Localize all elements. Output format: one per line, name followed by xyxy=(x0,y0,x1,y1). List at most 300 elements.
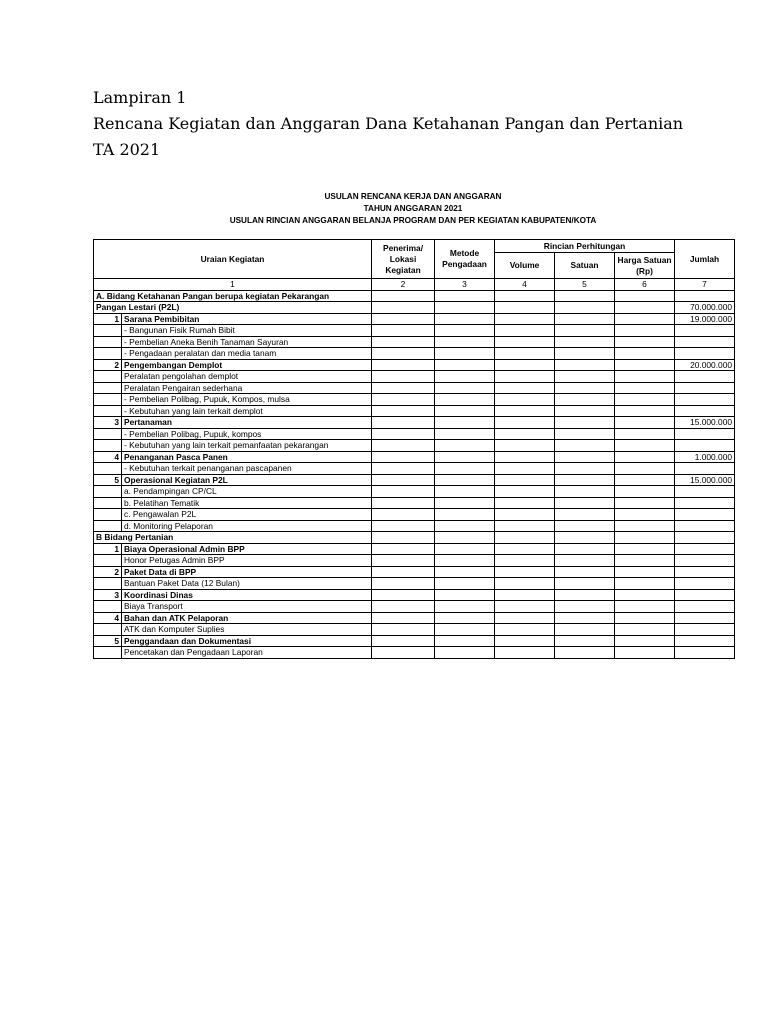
header-metode: Metode Pengadaan xyxy=(435,240,495,279)
row-number xyxy=(94,486,122,498)
row-uraian: - Pembelian Aneka Benih Tanaman Sayuran xyxy=(122,336,372,348)
row-satuan-cell[interactable] xyxy=(555,474,615,486)
row-jumlah xyxy=(675,497,735,509)
row-jumlah xyxy=(675,624,735,636)
row-volume-cell[interactable] xyxy=(495,405,555,417)
row-number: 3 xyxy=(94,417,122,429)
row-number xyxy=(94,394,122,406)
row-uraian: Koordinasi Dinas xyxy=(122,589,372,601)
row-metode-cell[interactable] xyxy=(435,509,495,521)
row-jumlah xyxy=(675,555,735,567)
row-penerima-cell[interactable] xyxy=(372,382,435,394)
row-uraian: Pangan Lestari (P2L) xyxy=(94,302,372,314)
row-uraian: d. Monitoring Pelaporan xyxy=(122,520,372,532)
row-jumlah: 20.000.000 xyxy=(675,359,735,371)
row-harga-cell[interactable] xyxy=(615,440,675,452)
row-harga-cell[interactable] xyxy=(615,290,675,302)
table-row xyxy=(94,543,735,555)
table-row xyxy=(94,589,735,601)
row-harga-cell[interactable] xyxy=(615,624,675,636)
row-jumlah xyxy=(675,635,735,647)
row-metode-cell[interactable] xyxy=(435,348,495,360)
row-volume-cell[interactable] xyxy=(495,578,555,590)
row-uraian: B Bidang Pertanian xyxy=(94,532,372,544)
row-harga-cell[interactable] xyxy=(615,635,675,647)
row-uraian: - Pembelian Polibag, Pupuk, kompos xyxy=(122,428,372,440)
row-penerima-cell[interactable] xyxy=(372,451,435,463)
row-metode-cell[interactable] xyxy=(435,486,495,498)
row-metode-cell[interactable] xyxy=(435,578,495,590)
row-number: 1 xyxy=(94,543,122,555)
subheading-line-2: TAHUN ANGGARAN 2021 xyxy=(363,204,463,213)
row-number xyxy=(94,336,122,348)
row-volume-cell[interactable] xyxy=(495,566,555,578)
row-volume-cell[interactable] xyxy=(495,474,555,486)
row-number: 4 xyxy=(94,612,122,624)
row-volume-cell[interactable] xyxy=(495,302,555,314)
row-penerima-cell[interactable] xyxy=(372,555,435,567)
row-satuan-cell[interactable] xyxy=(555,290,615,302)
table-row xyxy=(94,451,735,463)
row-harga-cell[interactable] xyxy=(615,348,675,360)
row-jumlah xyxy=(675,348,735,360)
row-harga-cell[interactable] xyxy=(615,486,675,498)
row-satuan-cell[interactable] xyxy=(555,382,615,394)
table-row xyxy=(94,417,735,429)
row-harga-cell[interactable] xyxy=(615,601,675,613)
row-satuan-cell[interactable] xyxy=(555,497,615,509)
row-volume-cell[interactable] xyxy=(495,520,555,532)
row-uraian: Bahan dan ATK Pelaporan xyxy=(122,612,372,624)
row-volume-cell[interactable] xyxy=(495,624,555,636)
row-penerima-cell[interactable] xyxy=(372,394,435,406)
header-uraian: Uraian Kegiatan xyxy=(94,240,372,279)
row-metode-cell[interactable] xyxy=(435,313,495,325)
row-jumlah xyxy=(675,601,735,613)
row-satuan-cell[interactable] xyxy=(555,405,615,417)
row-harga-cell[interactable] xyxy=(615,313,675,325)
col-number: 5 xyxy=(555,279,615,291)
row-volume-cell[interactable] xyxy=(495,589,555,601)
row-penerima-cell[interactable] xyxy=(372,635,435,647)
row-satuan-cell[interactable] xyxy=(555,451,615,463)
row-number xyxy=(94,601,122,613)
row-volume-cell[interactable] xyxy=(495,555,555,567)
row-uraian: Operasional Kegiatan P2L xyxy=(122,474,372,486)
table-row xyxy=(94,486,735,498)
row-harga-cell[interactable] xyxy=(615,302,675,314)
row-jumlah: 1.000.000 xyxy=(675,451,735,463)
row-jumlah xyxy=(675,509,735,521)
table-row xyxy=(94,520,735,532)
row-satuan-cell[interactable] xyxy=(555,417,615,429)
row-volume-cell[interactable] xyxy=(495,647,555,659)
row-metode-cell[interactable] xyxy=(435,382,495,394)
row-jumlah xyxy=(675,428,735,440)
row-uraian: Penggandaan dan Dokumentasi xyxy=(122,635,372,647)
row-jumlah xyxy=(675,532,735,544)
row-penerima-cell[interactable] xyxy=(372,486,435,498)
row-volume-cell[interactable] xyxy=(495,532,555,544)
table-row xyxy=(94,474,735,486)
row-metode-cell[interactable] xyxy=(435,624,495,636)
row-volume-cell[interactable] xyxy=(495,382,555,394)
row-number xyxy=(94,440,122,452)
table-row xyxy=(94,566,735,578)
heading-line-2: Rencana Kegiatan dan Anggaran Dana Ketahanan Pangan dan Pertanian xyxy=(93,114,684,133)
row-uraian: c. Pengawalan P2L xyxy=(122,509,372,521)
row-volume-cell[interactable] xyxy=(495,451,555,463)
heading-line-1: Lampiran 1 xyxy=(93,88,187,107)
row-satuan-cell[interactable] xyxy=(555,566,615,578)
row-uraian: Honor Petugas Admin BPP xyxy=(122,555,372,567)
row-satuan-cell[interactable] xyxy=(555,302,615,314)
row-metode-cell[interactable] xyxy=(435,440,495,452)
row-jumlah xyxy=(675,325,735,337)
row-satuan-cell[interactable] xyxy=(555,325,615,337)
table-row xyxy=(94,578,735,590)
row-jumlah xyxy=(675,394,735,406)
row-uraian: Pencetakan dan Pengadaan Laporan xyxy=(122,647,372,659)
table-row xyxy=(94,290,735,302)
table-row xyxy=(94,647,735,659)
row-harga-cell[interactable] xyxy=(615,578,675,590)
row-harga-cell[interactable] xyxy=(615,543,675,555)
row-uraian: Paket Data di BPP xyxy=(122,566,372,578)
row-harga-cell[interactable] xyxy=(615,520,675,532)
row-number xyxy=(94,325,122,337)
row-satuan-cell[interactable] xyxy=(555,624,615,636)
row-penerima-cell[interactable] xyxy=(372,336,435,348)
row-uraian: A. Bidang Ketahanan Pangan berupa kegiatan Pekarangan xyxy=(94,290,372,302)
table-row xyxy=(94,612,735,624)
row-metode-cell[interactable] xyxy=(435,428,495,440)
row-number xyxy=(94,405,122,417)
row-volume-cell[interactable] xyxy=(495,463,555,475)
table-row xyxy=(94,382,735,394)
row-metode-cell[interactable] xyxy=(435,589,495,601)
row-penerima-cell[interactable] xyxy=(372,463,435,475)
row-metode-cell[interactable] xyxy=(435,647,495,659)
row-volume-cell[interactable] xyxy=(495,348,555,360)
row-volume-cell[interactable] xyxy=(495,290,555,302)
heading-line-3: TA 2021 xyxy=(93,140,161,159)
row-number xyxy=(94,348,122,360)
row-penerima-cell[interactable] xyxy=(372,290,435,302)
row-number xyxy=(94,382,122,394)
col-number: 3 xyxy=(435,279,495,291)
row-uraian: - Pembelian Polibag, Pupuk, Kompos, mulsa xyxy=(122,394,372,406)
row-metode-cell[interactable] xyxy=(435,635,495,647)
row-harga-cell[interactable] xyxy=(615,647,675,659)
table-row xyxy=(94,405,735,417)
row-jumlah xyxy=(675,578,735,590)
row-satuan-cell[interactable] xyxy=(555,543,615,555)
row-satuan-cell[interactable] xyxy=(555,359,615,371)
row-penerima-cell[interactable] xyxy=(372,348,435,360)
table-row xyxy=(94,428,735,440)
row-satuan-cell[interactable] xyxy=(555,313,615,325)
header-harga: Harga Satuan (Rp) xyxy=(615,253,675,279)
row-harga-cell[interactable] xyxy=(615,474,675,486)
row-uraian: - Kebutuhan yang lain terkait demplot xyxy=(122,405,372,417)
row-number: 4 xyxy=(94,451,122,463)
row-volume-cell[interactable] xyxy=(495,612,555,624)
row-penerima-cell[interactable] xyxy=(372,405,435,417)
row-penerima-cell[interactable] xyxy=(372,474,435,486)
row-number xyxy=(94,428,122,440)
row-metode-cell[interactable] xyxy=(435,405,495,417)
subheading-line-1: USULAN RENCANA KERJA DAN ANGGARAN xyxy=(324,192,502,201)
row-metode-cell[interactable] xyxy=(435,463,495,475)
row-harga-cell[interactable] xyxy=(615,463,675,475)
row-jumlah: 19.000.000 xyxy=(675,313,735,325)
row-volume-cell[interactable] xyxy=(495,486,555,498)
row-penerima-cell[interactable] xyxy=(372,313,435,325)
row-volume-cell[interactable] xyxy=(495,497,555,509)
table-row xyxy=(94,325,735,337)
row-metode-cell[interactable] xyxy=(435,394,495,406)
row-harga-cell[interactable] xyxy=(615,566,675,578)
row-harga-cell[interactable] xyxy=(615,451,675,463)
row-penerima-cell[interactable] xyxy=(372,371,435,383)
row-metode-cell[interactable] xyxy=(435,417,495,429)
row-uraian: Biaya Operasional Admin BPP xyxy=(122,543,372,555)
row-uraian: - Pengadaan peralatan dan media tanam xyxy=(122,348,372,360)
row-jumlah xyxy=(675,520,735,532)
row-number: 2 xyxy=(94,359,122,371)
col-number: 4 xyxy=(495,279,555,291)
row-number xyxy=(94,647,122,659)
row-harga-cell[interactable] xyxy=(615,555,675,567)
row-metode-cell[interactable] xyxy=(435,612,495,624)
row-volume-cell[interactable] xyxy=(495,359,555,371)
row-satuan-cell[interactable] xyxy=(555,371,615,383)
row-penerima-cell[interactable] xyxy=(372,624,435,636)
row-penerima-cell[interactable] xyxy=(372,497,435,509)
row-jumlah xyxy=(675,405,735,417)
row-jumlah xyxy=(675,486,735,498)
row-volume-cell[interactable] xyxy=(495,635,555,647)
row-penerima-cell[interactable] xyxy=(372,532,435,544)
row-number xyxy=(94,509,122,521)
row-satuan-cell[interactable] xyxy=(555,509,615,521)
table-row xyxy=(94,371,735,383)
row-volume-cell[interactable] xyxy=(495,509,555,521)
table-row xyxy=(94,348,735,360)
row-penerima-cell[interactable] xyxy=(372,440,435,452)
row-penerima-cell[interactable] xyxy=(372,417,435,429)
row-uraian: Peralatan Pengairan sederhana xyxy=(122,382,372,394)
header-satuan: Satuan xyxy=(555,253,615,279)
table-row xyxy=(94,624,735,636)
row-number: 2 xyxy=(94,566,122,578)
row-uraian: Biaya Transport xyxy=(122,601,372,613)
row-metode-cell[interactable] xyxy=(435,555,495,567)
row-volume-cell[interactable] xyxy=(495,543,555,555)
row-metode-cell[interactable] xyxy=(435,601,495,613)
row-jumlah xyxy=(675,463,735,475)
row-metode-cell[interactable] xyxy=(435,359,495,371)
row-uraian: - Bangunan Fisik Rumah Bibit xyxy=(122,325,372,337)
row-jumlah xyxy=(675,290,735,302)
row-volume-cell[interactable] xyxy=(495,394,555,406)
header-penerima: Penerima/ Lokasi Kegiatan xyxy=(372,240,435,279)
row-jumlah xyxy=(675,566,735,578)
row-satuan-cell[interactable] xyxy=(555,555,615,567)
row-number xyxy=(94,497,122,509)
row-satuan-cell[interactable] xyxy=(555,486,615,498)
row-satuan-cell[interactable] xyxy=(555,520,615,532)
row-metode-cell[interactable] xyxy=(435,290,495,302)
row-jumlah xyxy=(675,589,735,601)
row-volume-cell[interactable] xyxy=(495,601,555,613)
row-number: 5 xyxy=(94,474,122,486)
row-penerima-cell[interactable] xyxy=(372,359,435,371)
row-uraian: Penanganan Pasca Panen xyxy=(122,451,372,463)
row-harga-cell[interactable] xyxy=(615,394,675,406)
row-metode-cell[interactable] xyxy=(435,532,495,544)
row-penerima-cell[interactable] xyxy=(372,543,435,555)
row-jumlah xyxy=(675,371,735,383)
row-jumlah: 15.000.000 xyxy=(675,417,735,429)
row-number xyxy=(94,520,122,532)
table-row xyxy=(94,313,735,325)
row-jumlah: 15.000.000 xyxy=(675,474,735,486)
row-harga-cell[interactable] xyxy=(615,612,675,624)
table-row xyxy=(94,359,735,371)
row-harga-cell[interactable] xyxy=(615,497,675,509)
row-penerima-cell[interactable] xyxy=(372,566,435,578)
row-harga-cell[interactable] xyxy=(615,336,675,348)
table-row xyxy=(94,336,735,348)
column-number-row xyxy=(94,279,735,291)
row-satuan-cell[interactable] xyxy=(555,635,615,647)
table-row xyxy=(94,394,735,406)
row-satuan-cell[interactable] xyxy=(555,428,615,440)
row-uraian: Peralatan pengolahan demplot xyxy=(122,371,372,383)
col-number: 6 xyxy=(615,279,675,291)
row-satuan-cell[interactable] xyxy=(555,612,615,624)
row-jumlah xyxy=(675,647,735,659)
header-volume: Volume xyxy=(495,253,555,279)
row-volume-cell[interactable] xyxy=(495,336,555,348)
row-jumlah xyxy=(675,440,735,452)
row-penerima-cell[interactable] xyxy=(372,302,435,314)
row-satuan-cell[interactable] xyxy=(555,463,615,475)
row-harga-cell[interactable] xyxy=(615,359,675,371)
row-satuan-cell[interactable] xyxy=(555,336,615,348)
row-volume-cell[interactable] xyxy=(495,440,555,452)
header-rincian: Rincian Perhitungan xyxy=(495,240,675,253)
row-satuan-cell[interactable] xyxy=(555,440,615,452)
table-row xyxy=(94,440,735,452)
row-volume-cell[interactable] xyxy=(495,371,555,383)
row-jumlah xyxy=(675,382,735,394)
row-metode-cell[interactable] xyxy=(435,336,495,348)
row-harga-cell[interactable] xyxy=(615,325,675,337)
row-harga-cell[interactable] xyxy=(615,509,675,521)
row-metode-cell[interactable] xyxy=(435,302,495,314)
row-satuan-cell[interactable] xyxy=(555,647,615,659)
row-harga-cell[interactable] xyxy=(615,405,675,417)
row-number xyxy=(94,578,122,590)
table-body xyxy=(94,290,735,658)
col-number: 2 xyxy=(372,279,435,291)
row-metode-cell[interactable] xyxy=(435,543,495,555)
row-volume-cell[interactable] xyxy=(495,313,555,325)
table-row xyxy=(94,635,735,647)
row-uraian: a. Pendampingan CP/CL xyxy=(122,486,372,498)
row-satuan-cell[interactable] xyxy=(555,601,615,613)
row-volume-cell[interactable] xyxy=(495,417,555,429)
row-penerima-cell[interactable] xyxy=(372,578,435,590)
budget-table xyxy=(93,239,735,659)
table-row xyxy=(94,302,735,314)
row-penerima-cell[interactable] xyxy=(372,647,435,659)
row-satuan-cell[interactable] xyxy=(555,532,615,544)
row-number: 1 xyxy=(94,313,122,325)
row-metode-cell[interactable] xyxy=(435,520,495,532)
row-jumlah xyxy=(675,336,735,348)
row-metode-cell[interactable] xyxy=(435,474,495,486)
row-uraian: - Kebutuhan yang lain terkait pemanfaatan pekarangan xyxy=(122,440,372,452)
row-penerima-cell[interactable] xyxy=(372,589,435,601)
row-penerima-cell[interactable] xyxy=(372,601,435,613)
row-number xyxy=(94,555,122,567)
row-number xyxy=(94,463,122,475)
row-penerima-cell[interactable] xyxy=(372,325,435,337)
row-jumlah xyxy=(675,543,735,555)
row-metode-cell[interactable] xyxy=(435,371,495,383)
row-uraian: Bantuan Paket Data (12 Bulan) xyxy=(122,578,372,590)
row-volume-cell[interactable] xyxy=(495,428,555,440)
row-metode-cell[interactable] xyxy=(435,325,495,337)
row-harga-cell[interactable] xyxy=(615,428,675,440)
row-penerima-cell[interactable] xyxy=(372,520,435,532)
row-harga-cell[interactable] xyxy=(615,532,675,544)
row-number xyxy=(94,624,122,636)
row-metode-cell[interactable] xyxy=(435,451,495,463)
table-row xyxy=(94,532,735,544)
row-number xyxy=(94,371,122,383)
row-penerima-cell[interactable] xyxy=(372,509,435,521)
row-harga-cell[interactable] xyxy=(615,589,675,601)
row-harga-cell[interactable] xyxy=(615,382,675,394)
row-metode-cell[interactable] xyxy=(435,566,495,578)
row-harga-cell[interactable] xyxy=(615,371,675,383)
row-penerima-cell[interactable] xyxy=(372,428,435,440)
row-uraian: Sarana Pembibitan xyxy=(122,313,372,325)
row-uraian: ATK dan Komputer Suplies xyxy=(122,624,372,636)
row-uraian: Pengembangan Demplot xyxy=(122,359,372,371)
row-number: 3 xyxy=(94,589,122,601)
row-jumlah: 70.000.000 xyxy=(675,302,735,314)
row-satuan-cell[interactable] xyxy=(555,348,615,360)
table-row xyxy=(94,555,735,567)
row-volume-cell[interactable] xyxy=(495,325,555,337)
table-row xyxy=(94,463,735,475)
row-harga-cell[interactable] xyxy=(615,417,675,429)
row-satuan-cell[interactable] xyxy=(555,578,615,590)
row-number: 5 xyxy=(94,635,122,647)
document-heading xyxy=(93,86,683,164)
row-metode-cell[interactable] xyxy=(435,497,495,509)
table-row xyxy=(94,497,735,509)
row-satuan-cell[interactable] xyxy=(555,589,615,601)
row-satuan-cell[interactable] xyxy=(555,394,615,406)
row-penerima-cell[interactable] xyxy=(372,612,435,624)
